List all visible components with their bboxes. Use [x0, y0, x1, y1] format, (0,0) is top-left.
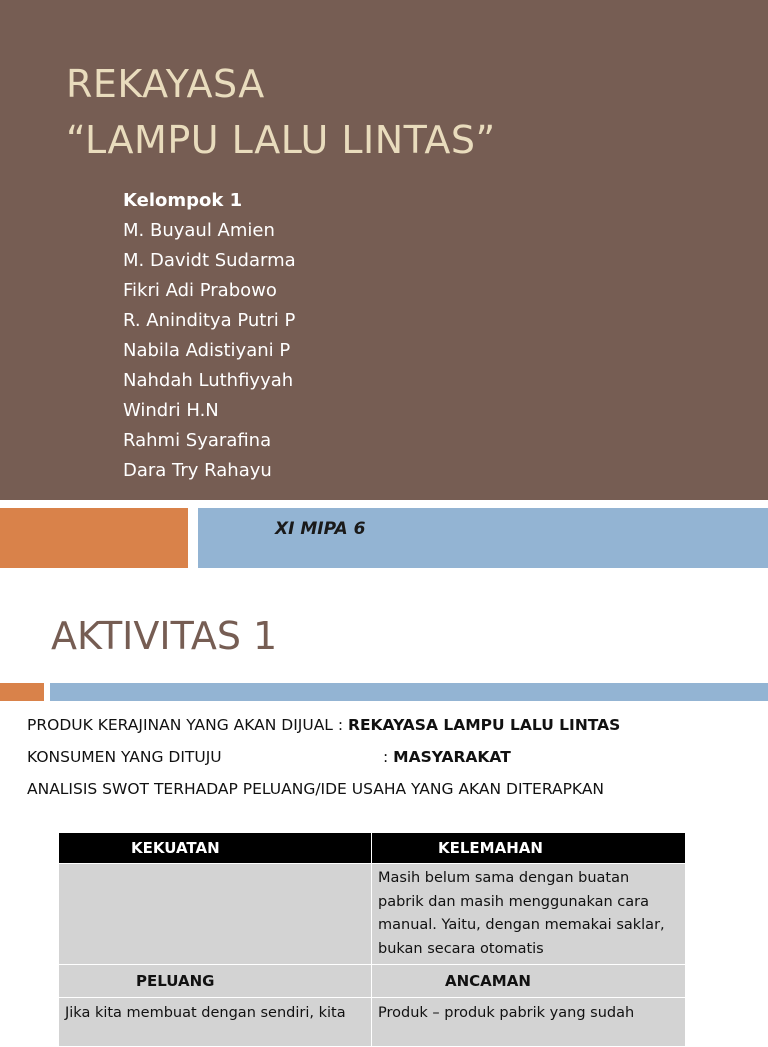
- product-label: PRODUK KERAJINAN YANG AKAN DIJUAL :: [27, 716, 349, 734]
- activity-slide: [0, 568, 768, 1024]
- swot-row-1: [59, 864, 686, 965]
- member-list: [123, 186, 296, 486]
- member-item: R. Aninditya Putri P: [123, 310, 296, 331]
- consumer-label: KONSUMEN YANG DITUJU: [27, 748, 222, 766]
- title-line-1: REKAYASA: [66, 62, 265, 106]
- swot-header-row: [59, 833, 686, 864]
- member-item: M. Buyaul Amien: [123, 220, 275, 241]
- swot-intro: ANALISIS SWOT TERHADAP PELUANG/IDE USAHA YANG AKAN DITERAPKAN: [27, 780, 605, 798]
- member-item: Windri H.N: [123, 400, 219, 421]
- product-value: REKAYASA LAMPU LALU LINTAS: [348, 716, 621, 734]
- swot-table: [58, 832, 686, 1047]
- member-item: M. Davidt Sudarma: [123, 250, 296, 271]
- member-item: Dara Try Rahayu: [123, 460, 272, 481]
- title-panel: [0, 0, 768, 500]
- consumer-line: [27, 748, 511, 766]
- threat-cell: Produk – produk pabrik yang sudah: [372, 998, 686, 1047]
- consumer-value: MASYARAKAT: [393, 748, 511, 766]
- member-item: Fikri Adi Prabowo: [123, 280, 277, 301]
- orange-accent-block: [0, 508, 188, 568]
- product-line: [27, 716, 620, 734]
- orange-accent-bar: [0, 683, 44, 701]
- opportunity-header: PELUANG: [59, 965, 372, 998]
- blue-accent-bar: [50, 683, 768, 701]
- swot-row-2: [59, 998, 686, 1047]
- opportunity-cell: Jika kita membuat dengan sendiri, kita: [59, 998, 372, 1047]
- group-label: Kelompok 1: [123, 190, 243, 211]
- weakness-cell: Masih belum sama dengan buatan pabrik dan masih menggunakan cara manual. Yaitu, dengan memakai saklar, bukan secara otomatis: [372, 864, 686, 965]
- title-line-2: “LAMPU LALU LINTAS”: [66, 118, 496, 162]
- activity-heading: AKTIVITAS 1: [51, 614, 278, 658]
- member-item: Nahdah Luthfiyyah: [123, 370, 294, 391]
- threat-header: ANCAMAN: [372, 965, 686, 998]
- consumer-separator: :: [383, 748, 394, 766]
- member-item: Nabila Adistiyani P: [123, 340, 291, 361]
- member-item: Rahmi Syarafina: [123, 430, 272, 451]
- strength-cell: [59, 864, 372, 965]
- weakness-header: KELEMAHAN: [372, 833, 686, 864]
- strength-header: KEKUATAN: [59, 833, 372, 864]
- class-label: XI MIPA 6: [275, 519, 366, 539]
- swot-subheader-row: [59, 965, 686, 998]
